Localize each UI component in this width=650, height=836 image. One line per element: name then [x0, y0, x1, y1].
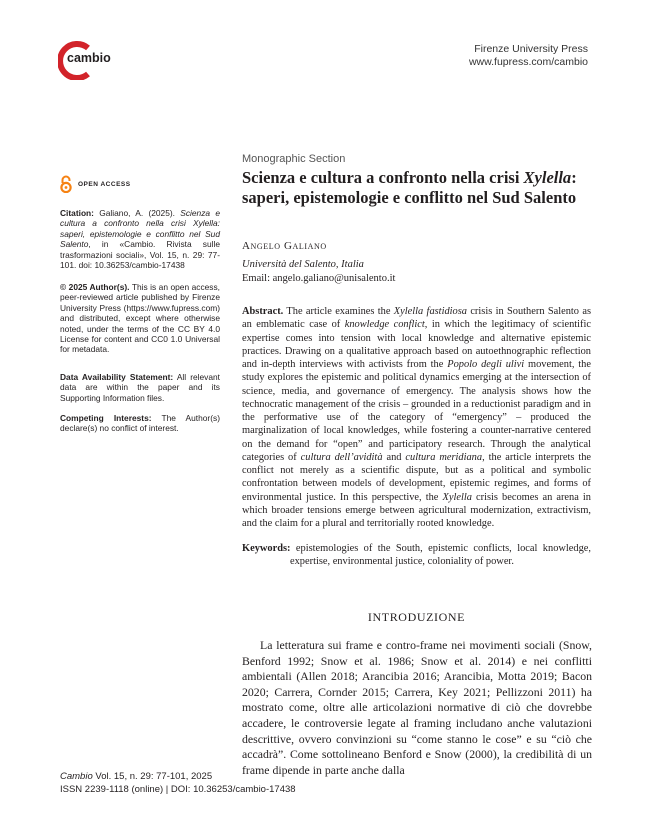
copyright-block — [60, 282, 220, 355]
competing-interests-label: Competing Interests: — [60, 413, 152, 423]
citation-block — [60, 208, 220, 270]
open-access-label: OPEN ACCESS — [78, 180, 131, 188]
section-heading: INTRODUZIONE — [367, 610, 466, 624]
section-label: Monographic Section — [242, 153, 346, 165]
title-italic: Xylella — [523, 168, 572, 187]
abstract-italic: Xylella — [442, 491, 472, 503]
abstract-italic: cultura meridiana — [405, 451, 483, 463]
open-access-lock-icon — [60, 175, 72, 193]
publisher-info — [469, 43, 588, 69]
article-title — [242, 168, 592, 208]
abstract-text: , in which the legitimacy of scientific expertise comes into tension with local knowledge and alternative epistemic practices. Drawing on a qualitative approach based on autoethnographic reflection and in-depth interviews with activists from the — [242, 319, 592, 370]
title-part: Scienza e cultura a confronto nella crisi — [242, 168, 524, 187]
footer-citation — [60, 771, 296, 784]
keywords-label: Keywords: — [242, 543, 291, 554]
title-part: : saperi, epistemologie e conflitto nel Sud Salento — [242, 168, 577, 207]
abstract-text: The article examines the — [286, 306, 394, 317]
page-footer — [60, 771, 296, 796]
citation-text: Galiano, A. (2025). — [99, 208, 175, 218]
citation-title: Scienza e cultura a confronto nella crisi Xylella: saperi, epistemologie e conflitto nel Sud Salento — [60, 208, 220, 250]
abstract-text: and — [382, 451, 406, 463]
abstract-italic: Xylella fastidiosa — [393, 306, 467, 317]
publisher-name: Firenze University Press — [474, 43, 588, 55]
publisher-url[interactable]: www.fupress.com/cambio — [468, 56, 588, 68]
competing-interests-block — [60, 413, 220, 434]
data-availability-label: Data Availability Statement: — [60, 372, 174, 382]
keywords-text: epistemologies of the South, epistemic conflicts, local knowledge, expertise, environmental justice, coloniality of power. — [290, 543, 591, 568]
copyright-text: This is an open access, peer-reviewed article published by Firenze University Press (https://www.fupress.com) and distributed, except where otherwise noted, under the terms of the CC BY 4.0 License for content and CC0 1.0 Universal for metadata. — [60, 282, 220, 355]
keywords — [242, 542, 591, 569]
abstract-text: , the article interprets the conflict not merely as a scientific dispute, but as a political and symbolic confrontation between models of development, epistemic regimes, and forms of environmental justice. In this perspective, the — [242, 451, 592, 503]
abstract-label: Abstract. — [242, 306, 284, 317]
abstract-text: crisis becomes an arena in which broader tensions emerge between agricultural modernization, extractivism, and the claim for a plural and territorially rooted knowledge. — [242, 491, 592, 529]
citation-text: , in «Cambio. Rivista sulle trasformazioni sociali», Vol. 15, n. 29: 77-101. doi: 10.36253/cambio-17438 — [60, 239, 220, 271]
copyright-label: © 2025 Author(s). — [60, 282, 130, 292]
open-access-badge — [60, 175, 131, 193]
abstract-italic: cultura dell’avidità — [300, 451, 383, 463]
footer-issn: ISSN 2239-1118 (online) | DOI: 10.36253/cambio-17438 — [60, 783, 296, 795]
abstract-italic: Popolo degli ulivi — [447, 359, 525, 370]
abstract-italic: knowledge conflict — [344, 319, 425, 331]
abstract-text: crisis in Southern Salento as an emblematic case of — [242, 306, 591, 331]
abstract — [242, 305, 591, 530]
logo-text: cambio — [67, 51, 111, 65]
abstract-text: movement, the study explores the epistemic and political dynamics emerging at the intersection of science, media, and governance of emergency. The analysis shows how the technocratic management of the crisis – grounded in a reductionist paradigm and in the performative use of the category of “emergency” – produced the marginalization of local knowledges, while fostering a counter-narrative centered on the demand for “open” and participatory research. Through the analytical categories of — [242, 359, 591, 463]
author-email[interactable]: Email: angelo.galiano@unisalento.it — [242, 273, 396, 284]
citation-label: Citation: — [60, 208, 94, 218]
footer-journal: Cambio — [60, 771, 93, 782]
journal-logo — [58, 40, 124, 80]
footer-volume: Vol. 15, n. 29: 77-101, 2025 — [95, 771, 213, 782]
intro-paragraph: La letteratura sui frame e contro-frame nei movimenti sociali (Snow, Benford 1992; Snow et al. 1986; Snow et al. 2014) e nei conflitti ambientali (Allen 2018; Arancibia 2016; Arancibia, Motta 2019; Bacon 2020; Carrera, Cornder 2015; Carrera, Key 2021; Pellizzoni 2011) ha mostrato come, oltre alle articolazioni normative di ciò che dovrebbe accadere, le controversie legate al framing includano anche valutazioni descrittive, ovvero convinzioni su “come stanno le cose” e su “ciò che accadrà”. Come sottolineano Benford e Snow (2000), la credibilità di un frame dipende in parte anche dalla — [242, 638, 592, 777]
data-availability-block — [60, 372, 220, 403]
author-affiliation: Università del Salento, Italia — [242, 259, 364, 270]
competing-interests-text: The Author(s) declare(s) no conflict of interest. — [60, 413, 220, 434]
author-name: Angelo Galiano — [242, 240, 327, 252]
data-availability-text: All relevant data are within the paper and its Supporting Information files. — [60, 372, 220, 403]
